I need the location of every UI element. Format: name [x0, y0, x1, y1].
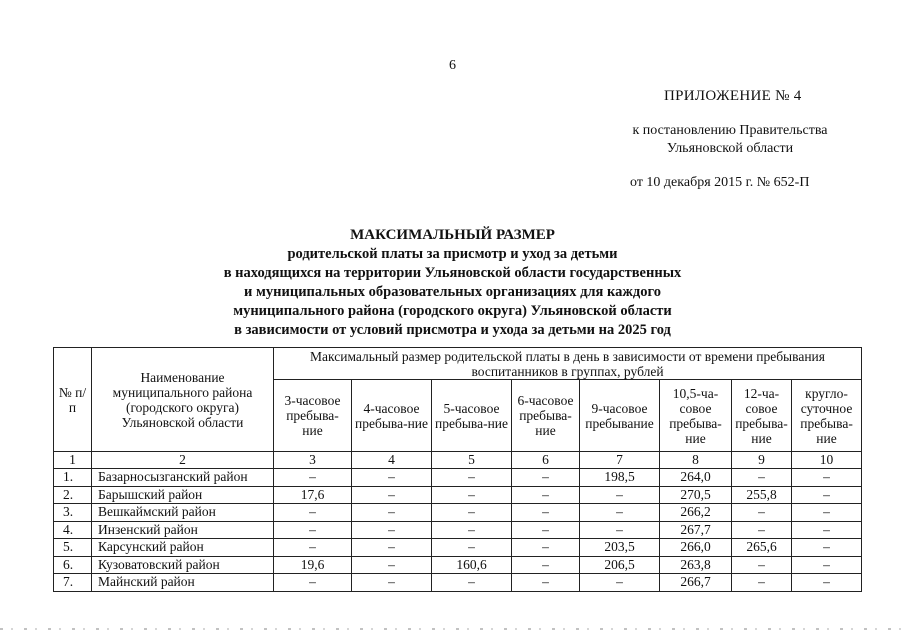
fee-value: –	[512, 504, 580, 522]
subheader: 10,5-ча-совое пребыва-ние	[660, 380, 732, 452]
reference-block	[560, 122, 900, 158]
col-number: 1	[54, 452, 92, 469]
fee-value: 266,2	[660, 504, 732, 522]
row-number: 2.	[54, 486, 92, 504]
fee-value: –	[352, 521, 432, 539]
fee-value: –	[512, 521, 580, 539]
row-number: 4.	[54, 521, 92, 539]
fee-value: –	[732, 574, 792, 592]
reference-line: к постановлению Правительства	[632, 123, 828, 138]
subheader: 4-часовое пребыва-ние	[352, 380, 432, 452]
fee-value: –	[792, 574, 862, 592]
fee-value: –	[580, 521, 660, 539]
fee-value: –	[512, 574, 580, 592]
numbering-row	[54, 452, 862, 469]
col-number: 2	[92, 452, 274, 469]
fee-value: 267,7	[660, 521, 732, 539]
fee-value: –	[512, 486, 580, 504]
table-row	[54, 539, 862, 557]
col-number: 3	[274, 452, 352, 469]
fee-table	[53, 347, 862, 592]
fee-value: 264,0	[660, 469, 732, 487]
reference-line: Ульяновской области	[666, 141, 794, 156]
col-number: 7	[580, 452, 660, 469]
col-number: 4	[352, 452, 432, 469]
fee-value: –	[512, 539, 580, 557]
fee-value: –	[792, 556, 862, 574]
subheader: кругло-суточное пребыва-ние	[792, 380, 862, 452]
row-number: 1.	[54, 469, 92, 487]
fee-value: –	[352, 504, 432, 522]
fee-value: –	[580, 574, 660, 592]
col-number: 6	[512, 452, 580, 469]
fee-value: –	[512, 469, 580, 487]
fee-value: –	[352, 469, 432, 487]
fee-value: –	[274, 574, 352, 592]
table-row	[54, 486, 862, 504]
fee-value: 198,5	[580, 469, 660, 487]
fee-value: –	[432, 486, 512, 504]
fee-value: –	[274, 469, 352, 487]
fee-value: –	[432, 469, 512, 487]
decree-date: от 10 декабря 2015 г. № 652-П	[630, 175, 810, 190]
fee-value: –	[352, 486, 432, 504]
table-row	[54, 556, 862, 574]
subheader: 5-часовое пребыва-ние	[432, 380, 512, 452]
district-name: Кузоватовский район	[92, 556, 274, 574]
title-line: в находящихся на территории Ульяновской области государственных	[223, 265, 682, 281]
fee-value: –	[732, 556, 792, 574]
col-number: 10	[792, 452, 862, 469]
fee-value: –	[274, 504, 352, 522]
fee-value: –	[432, 539, 512, 557]
fee-value: –	[352, 539, 432, 557]
header-group: Максимальный размер родительской платы в день в зависимости от времени пребывания воспитанников в группах, рублей	[274, 348, 862, 380]
fee-value: –	[580, 486, 660, 504]
district-name: Майнский район	[92, 574, 274, 592]
fee-value: 206,5	[580, 556, 660, 574]
title-line: в зависимости от условий присмотра и ухода за детьми на 2025 год	[234, 322, 671, 338]
fee-value: 263,8	[660, 556, 732, 574]
row-number: 6.	[54, 556, 92, 574]
header-num: № п/п	[54, 348, 92, 452]
fee-value: –	[432, 574, 512, 592]
row-number: 5.	[54, 539, 92, 557]
fee-value: –	[792, 539, 862, 557]
fee-value: –	[512, 556, 580, 574]
title-main: МАКСИМАЛЬНЫЙ РАЗМЕР	[350, 227, 555, 243]
fee-value: 203,5	[580, 539, 660, 557]
col-number: 8	[660, 452, 732, 469]
table-row	[54, 469, 862, 487]
fee-value: –	[792, 521, 862, 539]
header-name: Наименование муниципального района (городского округа) Ульяновской области	[92, 348, 274, 452]
subheader: 3-часовое пребыва-ние	[274, 380, 352, 452]
district-name: Барышский район	[92, 486, 274, 504]
district-name: Инзенский район	[92, 521, 274, 539]
fee-value: –	[792, 486, 862, 504]
row-number: 3.	[54, 504, 92, 522]
col-number: 9	[732, 452, 792, 469]
appendix-label: ПРИЛОЖЕНИЕ № 4	[664, 88, 802, 104]
subheader: 6-часовое пребыва-ние	[512, 380, 580, 452]
fee-value: –	[352, 556, 432, 574]
fee-value: 255,8	[732, 486, 792, 504]
page-number: 6	[449, 58, 456, 73]
fee-value: –	[732, 504, 792, 522]
fee-value: –	[432, 504, 512, 522]
document-title	[0, 226, 905, 340]
table-row	[54, 504, 862, 522]
title-line: муниципального района (городского округа) Ульяновской области	[233, 303, 672, 319]
fee-value: 160,6	[432, 556, 512, 574]
fee-value: –	[792, 469, 862, 487]
district-name: Вешкаймский район	[92, 504, 274, 522]
fee-value: –	[274, 521, 352, 539]
fee-value: –	[580, 504, 660, 522]
fee-value: 19,6	[274, 556, 352, 574]
fee-value: –	[792, 504, 862, 522]
subheader: 12-ча-совое пребыва-ние	[732, 380, 792, 452]
fee-value: –	[432, 521, 512, 539]
table-row	[54, 521, 862, 539]
fee-value: –	[274, 539, 352, 557]
fee-value: 266,0	[660, 539, 732, 557]
fee-value: –	[732, 469, 792, 487]
district-name: Карсунский район	[92, 539, 274, 557]
fee-value: –	[352, 574, 432, 592]
fee-value: 270,5	[660, 486, 732, 504]
fee-value: –	[732, 521, 792, 539]
col-number: 5	[432, 452, 512, 469]
subheader: 9-часовое пребывание	[580, 380, 660, 452]
row-number: 7.	[54, 574, 92, 592]
title-line: родительской платы за присмотр и уход за детьми	[287, 246, 618, 262]
district-name: Базарносызганский район	[92, 469, 274, 487]
fee-value: 265,6	[732, 539, 792, 557]
title-line: и муниципальных образовательных организациях для каждого	[244, 284, 661, 300]
table-row	[54, 574, 862, 592]
scan-artifact	[0, 628, 905, 630]
fee-value: 17,6	[274, 486, 352, 504]
fee-value: 266,7	[660, 574, 732, 592]
